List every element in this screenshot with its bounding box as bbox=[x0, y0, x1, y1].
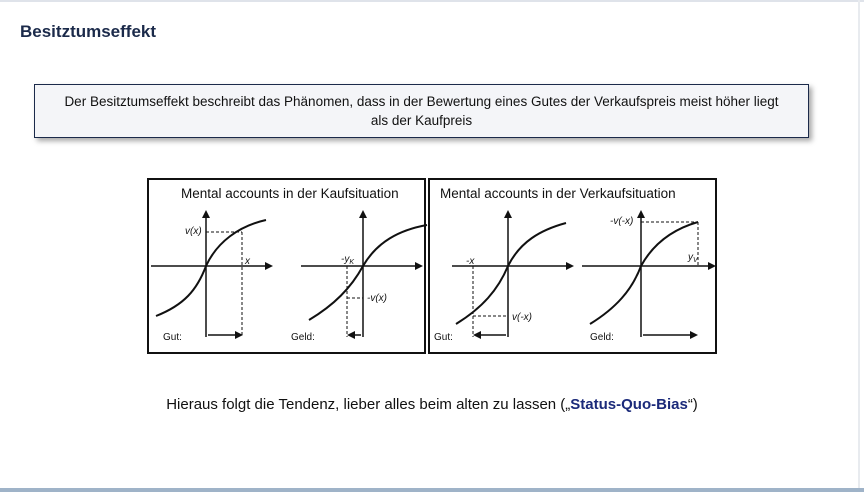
conclusion-prefix: Hieraus folgt die Tendenz, lieber alles beim alten zu lassen („ bbox=[166, 396, 571, 413]
value-curve bbox=[156, 220, 266, 316]
top-divider bbox=[0, 0, 864, 2]
right-divider bbox=[858, 0, 860, 492]
label-yv: $y_V$ bbox=[688, 252, 698, 264]
label-neg-x: -x bbox=[466, 256, 475, 267]
value-curve bbox=[590, 222, 698, 324]
label-geld: Geld: bbox=[590, 332, 614, 343]
label-yk: $-y_K$ bbox=[341, 254, 355, 266]
label-neg-vx: -v(x) bbox=[367, 293, 387, 304]
label-gut: Gut: bbox=[163, 332, 182, 343]
verkauf-geld-graph bbox=[582, 212, 714, 343]
label-geld: Geld: bbox=[291, 332, 315, 343]
panel-title-kauf: Mental accounts in der Kaufsituation bbox=[181, 186, 399, 201]
value-curve bbox=[309, 225, 427, 320]
verkauf-graphs bbox=[430, 180, 719, 356]
label-v-neg-x: v(-x) bbox=[512, 312, 532, 323]
definition-text: Der Besitztumseffekt beschreibt das Phänomen, dass in der Bewertung eines Gutes der Verkaufspreis meist höher liegt als der Kaufpreis bbox=[64, 94, 779, 128]
kauf-graphs bbox=[149, 180, 428, 356]
definition-box bbox=[34, 84, 809, 138]
bottom-divider bbox=[0, 488, 864, 492]
panel-verkaufsituation bbox=[428, 178, 717, 354]
panel-title-verkauf: Mental accounts in der Verkaufsituation bbox=[440, 186, 676, 201]
kauf-geld-graph bbox=[291, 212, 427, 343]
label-vx: v(x) bbox=[185, 226, 202, 237]
label-neg-v-neg-x: -v(-x) bbox=[610, 216, 634, 227]
conclusion-suffix: “) bbox=[687, 396, 698, 413]
conclusion-highlight: Status-Quo-Bias bbox=[570, 396, 688, 413]
label-x: x bbox=[245, 256, 250, 267]
conclusion-text bbox=[0, 396, 864, 413]
label-gut: Gut: bbox=[434, 332, 453, 343]
panel-kaufsituation bbox=[147, 178, 426, 354]
verkauf-gut-graph bbox=[434, 212, 572, 343]
page-title: Besitztumseffekt bbox=[20, 22, 157, 41]
kauf-gut-graph bbox=[151, 212, 271, 343]
